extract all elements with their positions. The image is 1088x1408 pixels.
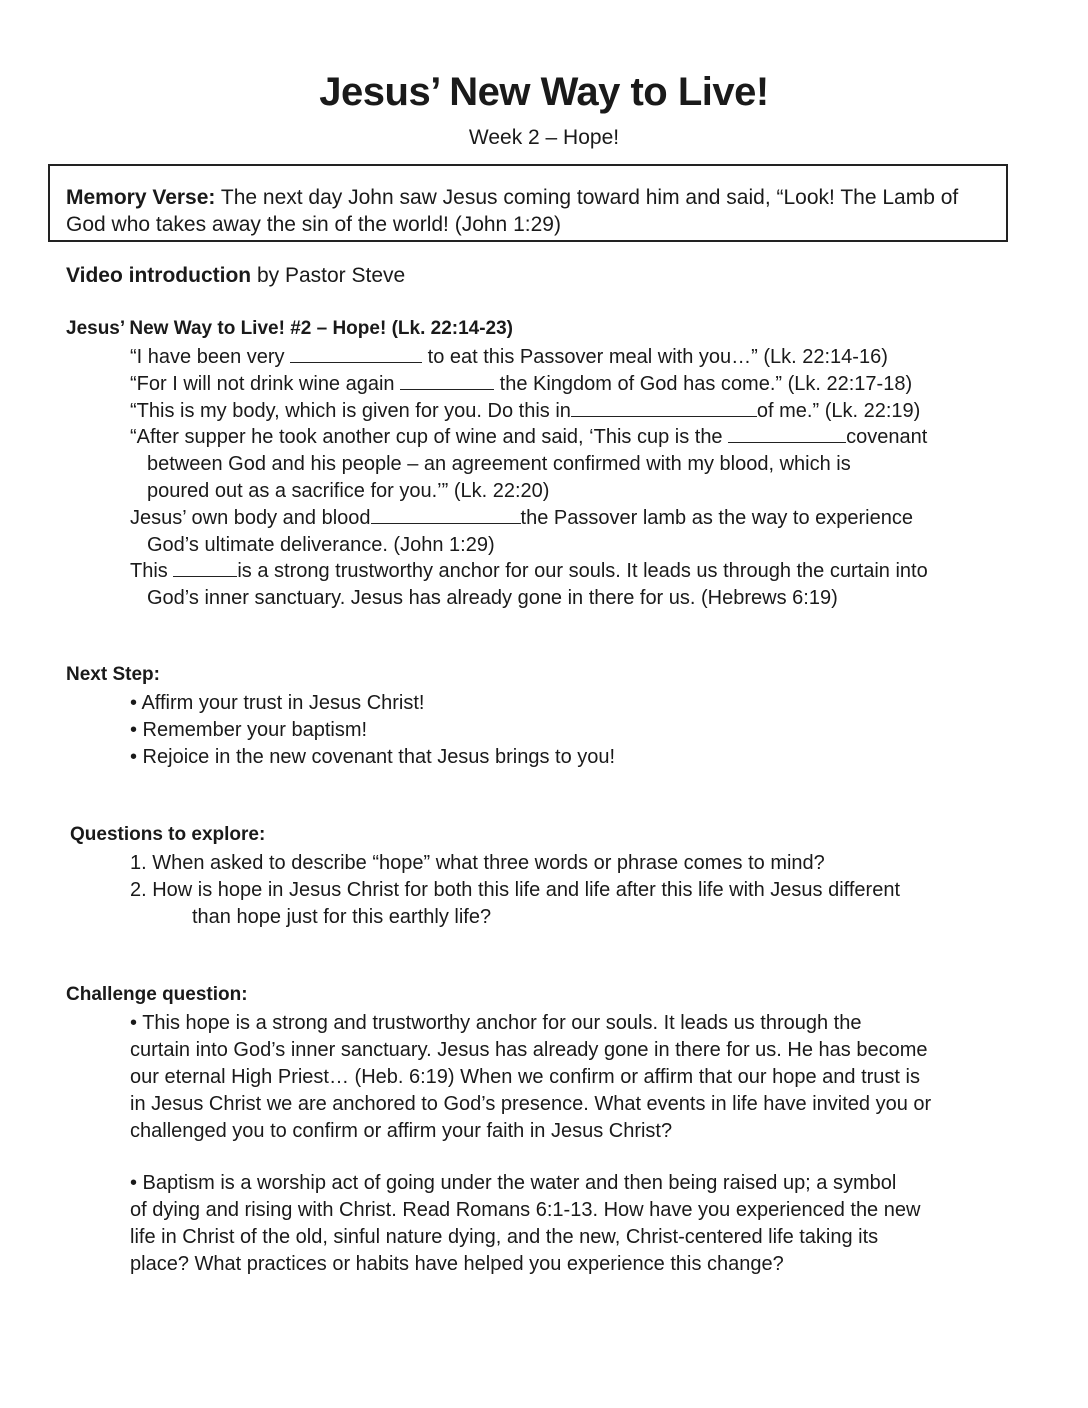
challenge-line: place? What practices or habits have helped you experience this change? [130,1253,784,1275]
challenge-heading: Challenge question: [66,984,248,1005]
lesson-line-text: to eat this Passover meal with you…” (Lk. 22:14-16) [422,346,888,368]
memory-verse-label: Memory Verse: [66,186,216,209]
lesson-line-text: covenant [846,426,928,449]
memory-verse-text: The next day John saw Jesus coming toward him and said, “Look! The Lamb of God who takes away the sin of the world! (John 1:29) [66,186,959,236]
video-label: Video introduction [66,264,252,287]
fill-in-blank [371,522,521,524]
lesson-line [130,398,928,425]
challenge-line: of dying and rising with Christ. Read Romans 6:1-13. How have you experienced the new [130,1199,921,1221]
lesson-line [130,344,928,371]
challenge-line: life in Christ of the old, sinful nature dying, and the new, Christ-centered life taking its [130,1226,879,1248]
questions-heading: Questions to explore: [70,824,266,845]
lesson-line-text: “For I will not drink wine again [130,372,401,395]
challenge-line: in Jesus Christ we are anchored to God’s presence. What events in life have invited you or [130,1093,932,1115]
lesson-line-text: God’s inner sanctuary. Jesus has already gone in there for us. (Hebrews 6:19) [147,587,838,610]
question-line: than hope just for this earthly life? [192,906,492,928]
lesson-line-text: the Kingdom of God has come.” (Lk. 22:17-18) [494,372,913,395]
video-text: by Pastor Steve [251,264,406,287]
page-subtitle: Week 2 – Hope! [468,126,620,149]
lesson-line [130,371,928,398]
challenge-line: challenged you to confirm or affirm your faith in Jesus Christ? [130,1120,673,1142]
question-line: 1. When asked to describe “hope” what three words or phrase comes to mind? [130,852,825,874]
lesson-line [130,558,928,585]
list-item: • Affirm your trust in Jesus Christ! [130,692,425,714]
lesson-line-text: is a strong trustworthy anchor for our souls. It leads us through the curtain into [237,560,928,583]
lesson-line-text: poured out as a sacrifice for you.’” (Lk. 22:20) [147,479,550,502]
fill-in-blank [728,441,846,443]
next-step-heading: Next Step: [66,664,160,685]
fill-in-blank [400,388,494,390]
lesson-line [130,424,928,451]
list-item: • Rejoice in the new covenant that Jesus brings to you! [130,745,616,768]
challenge-paragraph-2 [130,1170,1040,1278]
lesson-line [130,451,928,478]
lesson-line-text: Jesus’ own body and blood [130,506,371,529]
lesson-line [130,532,928,559]
lesson-line [130,478,928,505]
fill-in-blank [290,361,422,363]
list-item: • Remember your baptism! [130,718,368,741]
fill-in-blank [571,415,757,417]
lesson-line [130,585,928,612]
challenge-line: our eternal High Priest… (Heb. 6:19) When we confirm or affirm that our hope and trust is [130,1066,920,1088]
question-line: 2. How is hope in Jesus Christ for both this life and life after this life with Jesus different [130,879,900,901]
challenge-line: curtain into God’s inner sanctuary. Jesus has already gone in there for us. He has become [130,1039,928,1061]
challenge-paragraph-1 [130,1010,1040,1145]
memory-verse-box [48,164,1008,242]
challenge-line: • Baptism is a worship act of going under the water and then being raised up; a symbol [130,1172,897,1194]
fill-in-blank [173,575,237,577]
lesson-line-text: This [130,560,174,583]
lesson-line-text: “After supper he took another cup of wine and said, ‘This cup is the [130,426,729,449]
lesson-heading: Jesus’ New Way to Live! #2 – Hope! (Lk. 22:14-23) [66,318,514,339]
questions-list [130,850,900,931]
challenge-line: • This hope is a strong and trustworthy anchor for our souls. It leads us through the [130,1012,862,1034]
lesson-line [130,505,928,532]
lesson-line-text: of me.” (Lk. 22:19) [756,399,921,422]
lesson-line-text: between God and his people – an agreement confirmed with my blood, which is [147,453,851,476]
lesson-line-text: “This is my body, which is given for you. Do this in [130,399,571,422]
lesson-lines [130,344,928,612]
lesson-line-text: the Passover lamb as the way to experience [520,506,913,529]
next-step-list [130,690,615,770]
lesson-line-text: God’s ultimate deliverance. (John 1:29) [147,533,495,556]
video-introduction [66,264,405,288]
lesson-line-text: “I have been very [130,346,291,368]
page-title: Jesus’ New Way to Live! [319,70,769,114]
